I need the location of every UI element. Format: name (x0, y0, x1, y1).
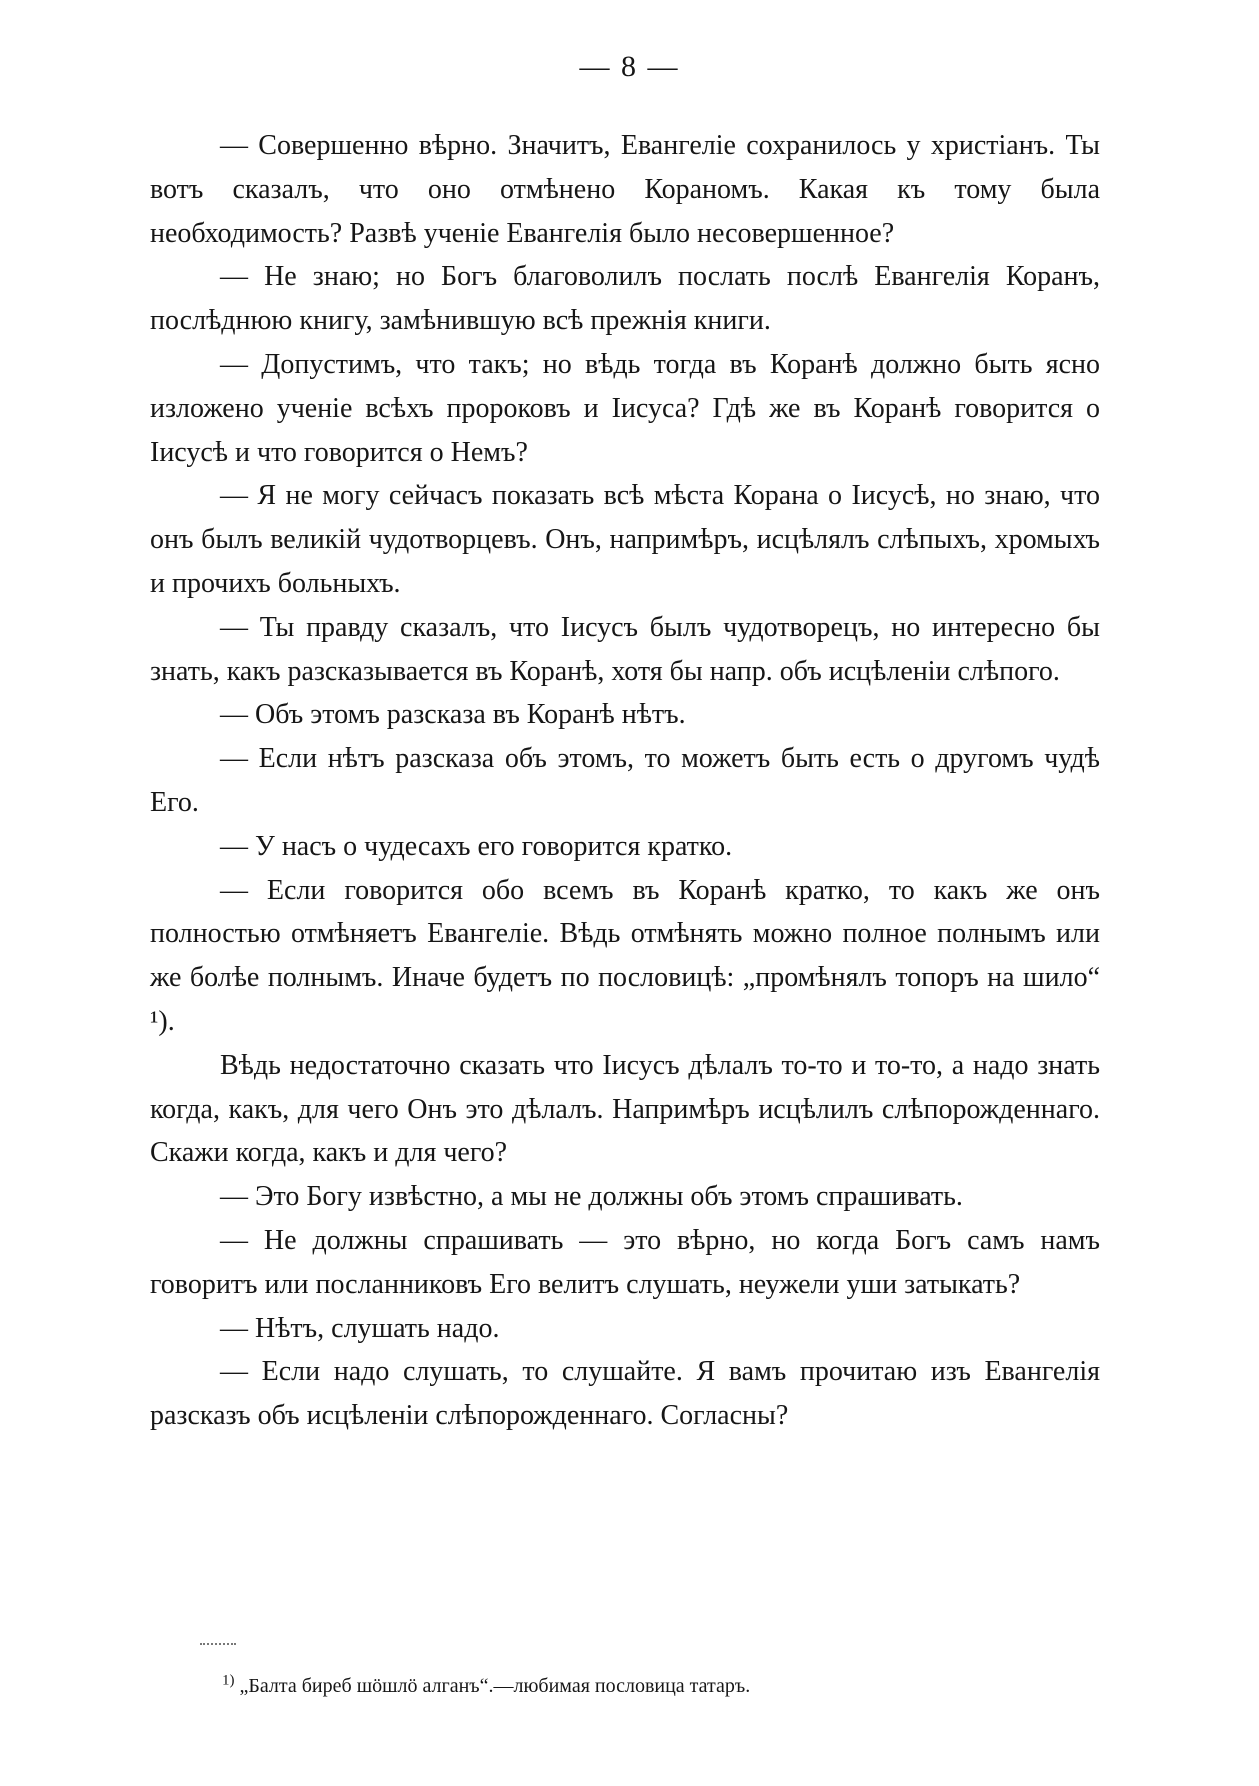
paragraph: — Не знаю; но Богъ благоволилъ послать послѣ Евангелія Коранъ, послѣднюю книгу, замѣнившую всѣ прежнія книги. (150, 261, 1100, 337)
paragraph: — Допустимъ, что такъ; но вѣдь тогда въ Коранѣ должно быть ясно изложено ученіе всѣхъ пророковъ и Іисуса? Гдѣ же въ Коранѣ говорится о Іисусѣ и что говорится о Немъ? (150, 348, 1100, 468)
paragraph: — Если говорится обо всемъ въ Коранѣ кратко, то какъ же онъ полностью отмѣняетъ Евангеліе. Вѣдь отмѣнять можно полное полнымъ или же болѣе полнымъ. Иначе будетъ по пословицѣ: „промѣнялъ топоръ на шило“ ¹). (150, 874, 1100, 1037)
paragraph: — Совершенно вѣрно. Значитъ, Евангеліе сохранилось у христіанъ. Ты вотъ сказалъ, что оно отмѣнено Кораномъ. Какая къ тому была необходимость? Развѣ ученіе Евангелія было несовершенное? (150, 130, 1100, 249)
footnote (222, 1672, 1022, 1700)
footnote-divider (200, 1643, 236, 1645)
paragraph: Вѣдь недостаточно сказать что Іисусъ дѣлалъ то-то и то-то, а надо знать когда, какъ, для чего Онъ это дѣлалъ. Напримѣръ исцѣлилъ слѣпорожденнаго. Скажи когда, какъ и для чего? (150, 1049, 1100, 1169)
page-number: — 8 — (579, 50, 680, 83)
body-text (150, 124, 1100, 1438)
paragraph: — Если надо слушать, то слушайте. Я вамъ прочитаю изъ Евангелія разсказъ объ исцѣленіи слѣпорожденнаго. Согласны? (150, 1356, 1100, 1432)
paragraph: — Нѣтъ, слушать надо. (220, 1312, 500, 1344)
footnote-marker: 1) (222, 1672, 235, 1689)
paragraph: — Объ этомъ разсказа въ Коранѣ нѣтъ. (220, 699, 686, 731)
paragraph: — Ты правду сказалъ, что Іисусъ былъ чудотворецъ, но интересно бы знать, какъ разсказывается въ Коранѣ, хотя бы напр. объ исцѣленіи слѣпого. (150, 611, 1100, 687)
paragraph: — Если нѣтъ разсказа объ этомъ, то можетъ быть есть о другомъ чудѣ Его. (150, 743, 1100, 818)
paragraph: — У насъ о чудесахъ его говорится кратко. (220, 830, 733, 862)
paragraph: — Не должны спрашивать — это вѣрно, но когда Богъ самъ намъ говоритъ или посланниковъ Его велитъ слушать, неужели уши затыкать? (150, 1224, 1100, 1300)
paragraph: — Это Богу извѣстно, а мы не должны объ этомъ спрашивать. (220, 1181, 963, 1213)
footnote-text: „Балта биреб шӧшлӧ алганъ“.—любимая пословица татаръ. (239, 1675, 751, 1697)
paragraph: — Я не могу сейчасъ показать всѣ мѣста Корана о Іисусѣ, но знаю, что онъ былъ великій чудотворцевъ. Онъ, напримѣръ, исцѣлялъ слѣпыхъ, хромыхъ и прочихъ больныхъ. (150, 480, 1100, 599)
